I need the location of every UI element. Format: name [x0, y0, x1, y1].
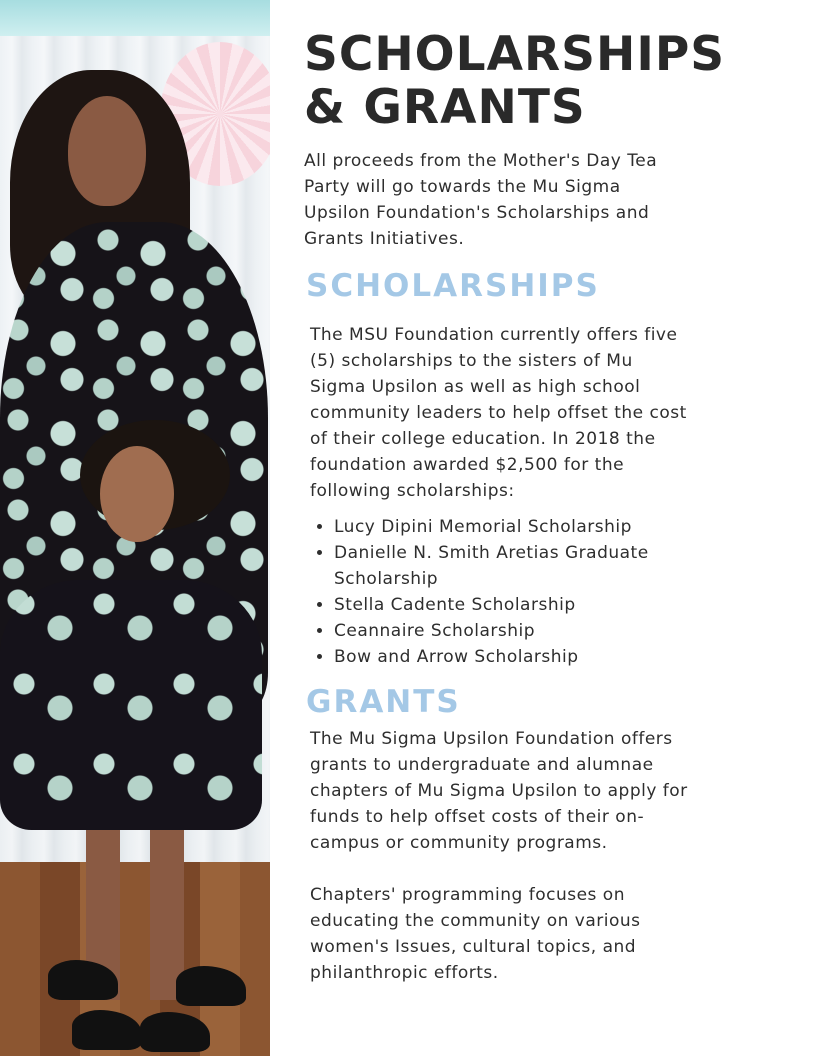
- grants-paragraph-1: The Mu Sigma Upsilon Foundation offers grants to undergraduate and alumnae chapters of Mu Sigma Upsilon to apply for funds to help offset costs of their on-campus or community programs.: [310, 729, 688, 853]
- scholarships-paragraph: The MSU Foundation currently offers five (5) scholarships to the sisters of Mu Sigma Upsilon as well as high school community leaders to help offset the cost of their college education. In 2018 the foundation awarded $2,500 for the following scholarships:: [310, 325, 687, 501]
- backdrop-banner: [0, 0, 270, 36]
- woman-face: [68, 96, 146, 206]
- girl-face: [100, 446, 174, 542]
- list-item: • Bow and Arrow Scholarship: [334, 644, 734, 670]
- scholarship-list: [310, 514, 734, 670]
- list-item: • Ceannaire Scholarship: [334, 618, 734, 644]
- intro-paragraph: All proceeds from the Mother's Day Tea Party will go towards the Mu Sigma Upsilon Foundation's Scholarships and Grants Initiatives.: [304, 151, 658, 249]
- list-item: • Danielle N. Smith Aretias Graduate Scholarship: [334, 540, 734, 592]
- list-item: • Lucy Dipini Memorial Scholarship: [334, 514, 734, 540]
- grants-paragraph-2: Chapters' programming focuses on educating the community on various women's Issues, cultural topics, and philanthropic efforts.: [310, 885, 641, 983]
- scholarships-heading: SCHOLARSHIPS: [306, 268, 600, 304]
- girl-floral-dress: [0, 580, 262, 830]
- text-column: [304, 28, 774, 986]
- page-title: [304, 28, 774, 134]
- page-title-text: SCHOLARSHIPS & GRANTS: [304, 27, 726, 135]
- mother-daughter-photo: [0, 0, 270, 1056]
- list-item: • Stella Cadente Scholarship: [334, 592, 734, 618]
- grants-heading: GRANTS: [306, 684, 461, 720]
